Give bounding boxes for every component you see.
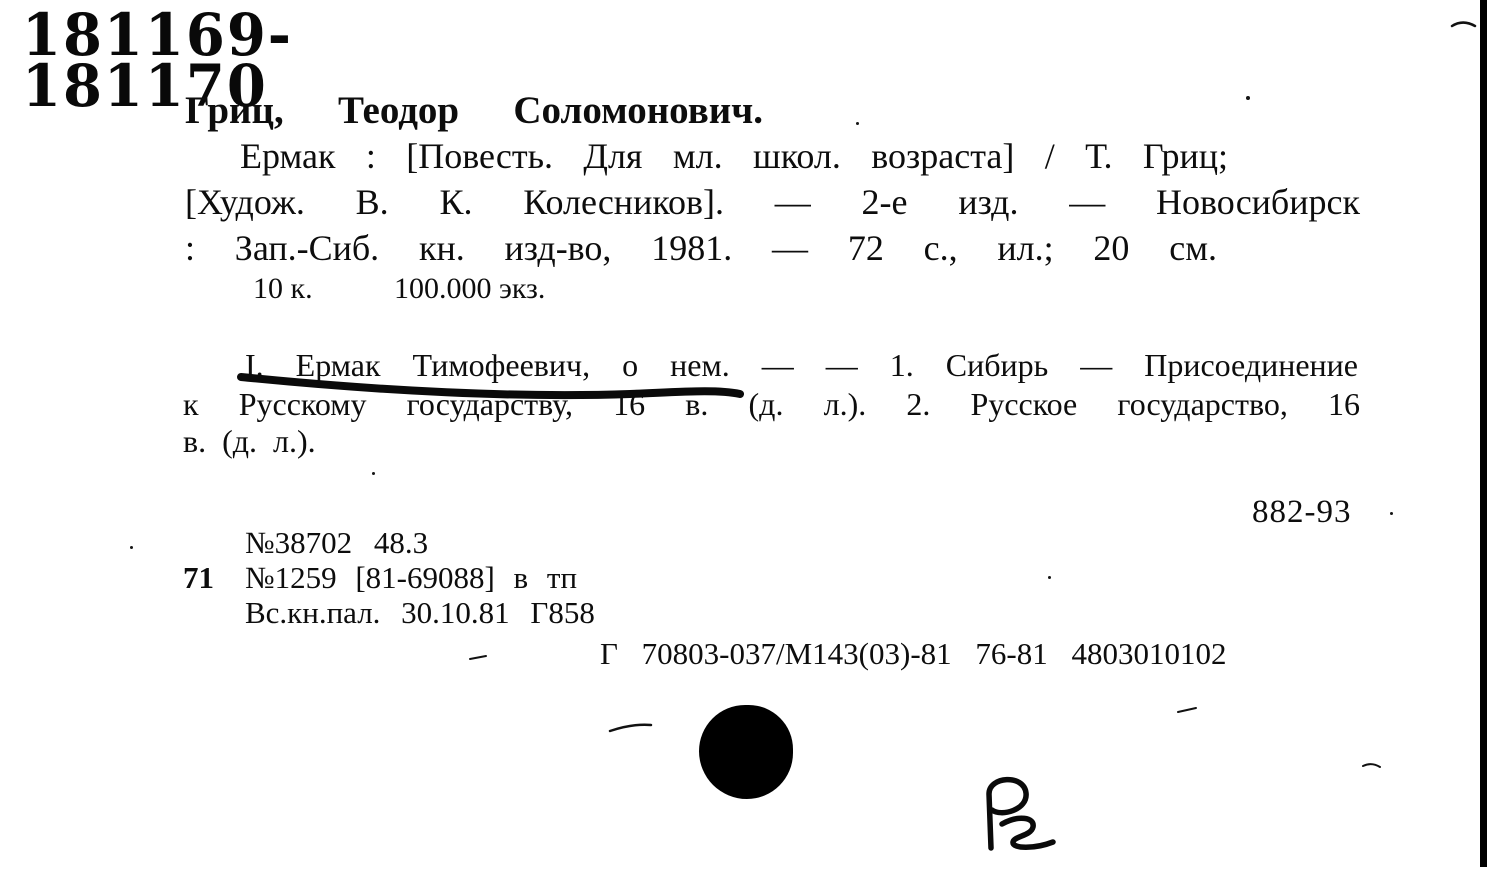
scan-speck — [372, 472, 375, 475]
scan-speck — [1246, 96, 1250, 100]
registry-line-3: Вс.кн.пал. 30.10.81 Г858 — [245, 595, 595, 630]
udc-number: 882-93 — [1252, 494, 1352, 530]
description-line-3: : Зап.-Сиб. кн. изд-во, 1981. — 72 с., ил.; 20 см. — [185, 228, 1217, 268]
hole-punch-mark — [699, 705, 793, 799]
scan-speck — [1048, 576, 1051, 579]
registry-line-2-prefix: 71 — [183, 560, 214, 595]
print-run: 100.000 экз. — [394, 272, 546, 305]
tracing-line-1: I. Ермак Тимофеевич, о нем. — — 1. Сибирь — Присоединение — [245, 347, 1358, 383]
scan-speck — [856, 122, 859, 125]
registry-line-4: Г 70803-037/М143(03)-81 76-81 4803010102 — [600, 636, 1227, 671]
tracing-line-3: в. (д. л.). — [183, 423, 316, 459]
scan-speck — [1390, 512, 1393, 515]
pen-stroke — [610, 725, 651, 731]
accession-number-line-1: 181169- — [22, 0, 294, 70]
scan-speck — [130, 546, 133, 549]
registry-line-2: №1259 [81-69088] в тп — [245, 560, 578, 595]
price: 10 к. — [253, 272, 313, 305]
card-edge-line — [1480, 0, 1487, 867]
accession-number-line-2: 181170 — [22, 51, 268, 121]
author-heading: Гриц, Теодор Соломонович. — [185, 89, 763, 132]
pen-stroke — [1178, 708, 1196, 712]
pen-stroke — [1363, 764, 1380, 767]
handwritten-initials — [989, 780, 1053, 848]
pen-stroke — [470, 656, 486, 659]
pen-stroke — [1452, 23, 1475, 26]
description-line-1: Ермак : [Повесть. Для мл. школ. возраста] / Т. Гриц; — [240, 136, 1228, 176]
description-line-2: [Худож. В. К. Колесников]. — 2-е изд. — Новосибирск — [185, 182, 1360, 222]
tracing-line-2: к Русскому государству, 16 в. (д. л.). 2. Русское государство, 16 — [183, 386, 1360, 422]
registry-line-1: №38702 48.3 — [245, 525, 429, 560]
